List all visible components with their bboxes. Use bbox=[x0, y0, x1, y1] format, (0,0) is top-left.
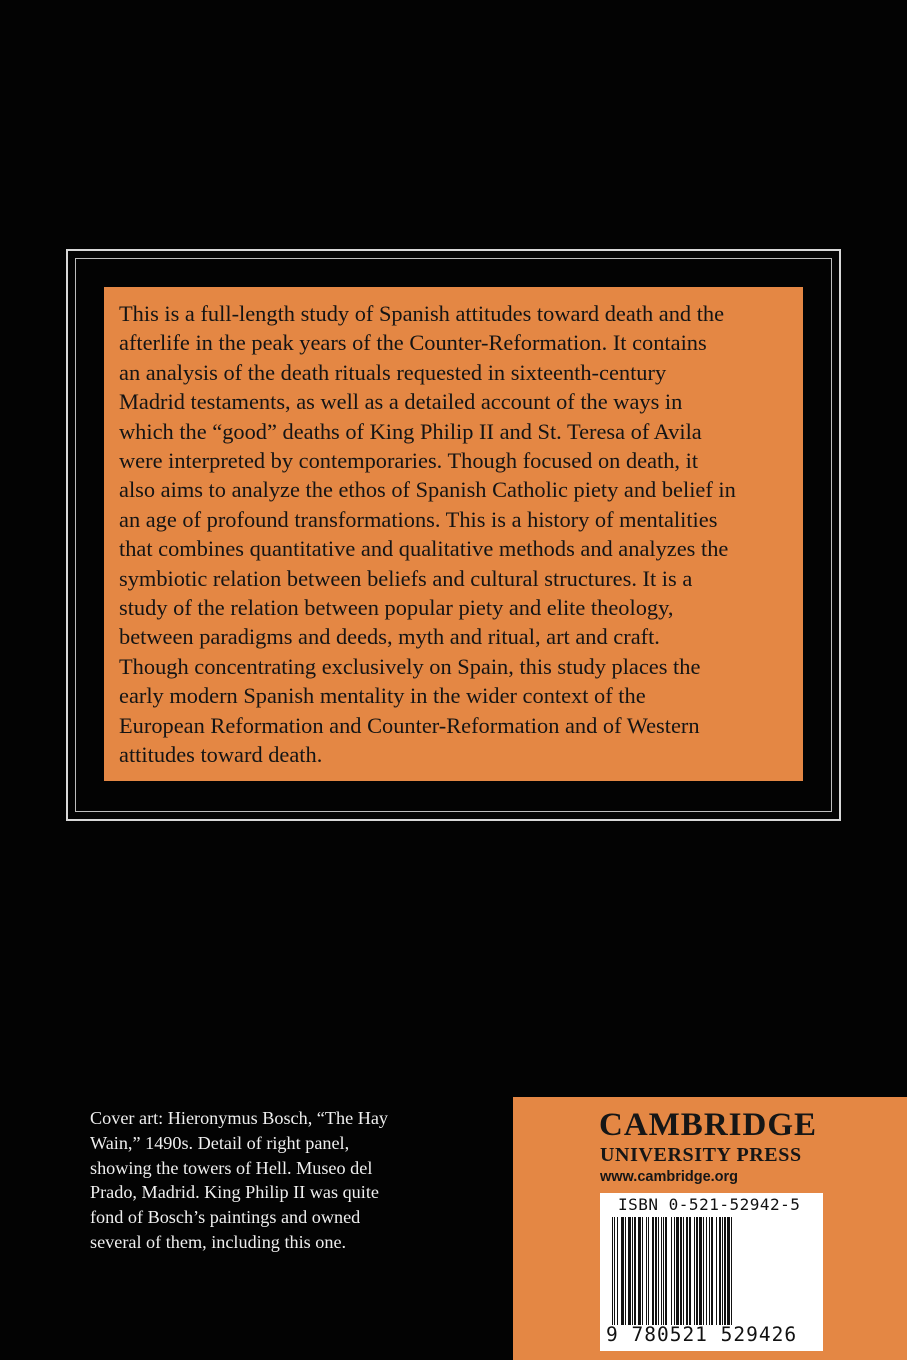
description-line: attitudes toward death. bbox=[119, 742, 323, 768]
description-line: afterlife in the peak years of the Counter-Reformation. It contains bbox=[119, 330, 707, 356]
description-line: symbiotic relation between beliefs and cultural structures. It is a bbox=[119, 565, 693, 591]
barcode-bars bbox=[612, 1217, 812, 1325]
barcode-label bbox=[600, 1193, 823, 1351]
description-line: were interpreted by contemporaries. Though focused on death, it bbox=[119, 448, 699, 474]
credit-line: fond of Bosch’s paintings and owned bbox=[90, 1207, 361, 1228]
credit-line: Cover art: Hieronymus Bosch, “The Hay bbox=[90, 1108, 388, 1128]
publisher-subtitle: UNIVERSITY PRESS bbox=[600, 1144, 802, 1166]
description-line: also aims to analyze the ethos of Spanish Catholic piety and belief in bbox=[119, 477, 736, 503]
description-line: European Reformation and Counter-Reformation and of Western bbox=[119, 712, 700, 738]
description-line: that combines quantitative and qualitative methods and analyzes the bbox=[119, 536, 729, 562]
credit-line: several of them, including this one. bbox=[90, 1231, 347, 1252]
description-line: which the “good” deaths of King Philip II and St. Teresa of Avila bbox=[119, 418, 702, 444]
description-line: an analysis of the death rituals requested in sixteenth-century bbox=[119, 359, 667, 385]
description-line: This is a full-length study of Spanish attitudes toward death and the bbox=[119, 301, 725, 326]
isbn-text: ISBN 0-521-52942-5 bbox=[618, 1195, 801, 1214]
credit-line: Prado, Madrid. King Philip II was quite bbox=[90, 1182, 379, 1203]
credit-line: Wain,” 1490s. Detail of right panel, bbox=[90, 1132, 350, 1153]
publisher-url: www.cambridge.org bbox=[600, 1169, 739, 1185]
cover-art-credit bbox=[90, 1106, 470, 1255]
barcode-bar bbox=[731, 1217, 732, 1325]
publisher-panel bbox=[513, 1097, 907, 1360]
book-description-panel bbox=[104, 287, 803, 781]
description-line: between paradigms and deeds, myth and ritual, art and craft. bbox=[119, 624, 660, 650]
description-line: early modern Spanish mentality in the wider context of the bbox=[119, 683, 646, 709]
description-line: Though concentrating exclusively on Spain, this study places the bbox=[119, 653, 701, 679]
description-line: study of the relation between popular piety and elite theology, bbox=[119, 595, 674, 621]
ean-number: 9 780521 529426 bbox=[606, 1323, 798, 1346]
publisher-name: CAMBRIDGE bbox=[599, 1107, 818, 1143]
credit-line: showing the towers of Hell. Museo del bbox=[90, 1157, 373, 1178]
description-line: Madrid testaments, as well as a detailed account of the ways in bbox=[119, 389, 683, 415]
description-line: an age of profound transformations. This is a history of mentalities bbox=[119, 506, 718, 532]
